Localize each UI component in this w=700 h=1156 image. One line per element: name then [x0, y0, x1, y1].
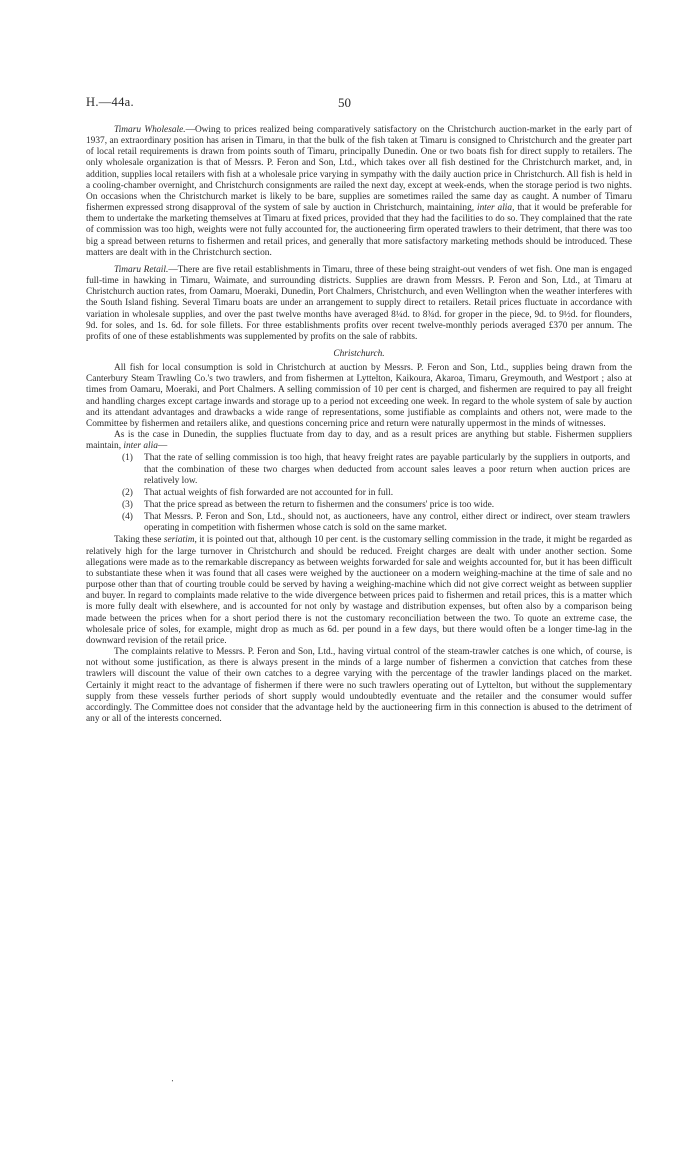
- paragraph-christchurch-1: All fish for local consumption is sold in Christchurch at auction by Messrs. P. Feron and Son, Ltd., supplies being drawn from the Canterbury Steam Trawling Co.'s two trawlers, and from fishermen at Lyttelton, Kaikoura, Akaroa, Timaru, Greymouth, and Westport ; also at times from Oamaru, Moeraki, and Port Chalmers. A selling commission of 10 per cent is charged, and fishermen are required to pay all freight and handling charges except cartage inwards and storage up to a period not exceeding one week. In regard to the whole system of sale by auction and its attendant advantages and drawbacks a wide range of representations, some justifiable as complaints and others not, were made to the Committee by fishermen and retailers alike, and questions concerning price and return were naturally uppermost in the minds of witnesses.: [86, 363, 632, 429]
- section-heading-christchurch: Christchurch.: [333, 348, 385, 359]
- list-item: [86, 488, 632, 499]
- run-in-heading-timaru-wholesale: Timaru Wholesale.: [114, 125, 186, 135]
- timaru-wholesale-text-1: —Owing to prices realized being comparatively satisfactory on the Christchurch auction-market in the early part of 1937, an extraordinary position has arisen in Timaru, in that the bulk of the fish taken at Timaru is consigned to Christchurch and the greater part of local retail requirements is drawn from points south of Timaru, principally Dunedin. One or two boats fish for direct supply to retailers. The only wholesale organization is that of Messrs. P. Feron and Son, Ltd., which takes over all fish destined for the Christchurch market, and, in addition, supplies local retailers with fish at a wholesale price varying in sympathy with the daily auction price in Christchurch. All fish is held in a cooling-chamber overnight, and Christchurch consignments are railed the next day, except at week-ends, when the storage period is two nights. On occasions when the Christchurch market is likely to be bare, supplies are sometimes railed the same day as caught. A number of Timaru fishermen expressed strong disapproval of the system of sale by auction in Christchurch, maintaining,: [86, 125, 632, 214]
- document-body: [86, 125, 632, 725]
- paragraph-timaru-retail: [86, 265, 632, 343]
- paragraph-christchurch-3: [86, 535, 632, 647]
- christchurch-para-3-text-a: Taking these: [114, 535, 164, 546]
- page-number: 50: [338, 95, 351, 110]
- list-item: [86, 512, 632, 534]
- christchurch-para-3-seriatim: seriatim: [163, 535, 195, 546]
- run-in-heading-timaru-retail: Timaru Retail.: [114, 264, 169, 275]
- paragraph-christchurch-4: The complaints relative to Messrs. P. Feron and Son, Ltd., having virtual control of the steam-trawler catches is one which, of course, is not without some justification, as there is always present in the minds of a large number of fishermen a conviction that catches from these trawlers will discount the value of their own catches to a degree varying with the percentage of the trawler landings placed on the market. Certainly it might react to the advantage of fishermen if there were no such trawlers operating out of Lyttelton, but without the supplementary supply from these vessels further periods of short supply would undoubtedly eventuate and the retailer and the consumer would suffer accordingly. The Committee does not consider that the advantage held by the auctioneering firm in this connection is abused to the detriment of any or all of the interests concerned.: [86, 647, 632, 724]
- timaru-wholesale-text-2: , that it would be preferable for them to undertake the marketing themselves at Timaru at fixed prices, provided that they had the facilities to do so. They complained that the rate of commission was too high, weights were not fully accounted for, the auctioneering firm operated trawlers to their detriment, that there was too big a spread between returns to fishermen and retail prices, and generally that more satisfactory marketing methods should be introduced. These matters are dealt with in the Christchurch section.: [86, 203, 632, 258]
- fishermen-claims-list: [86, 453, 632, 534]
- list-item-number: (4): [122, 512, 133, 523]
- list-item: [86, 453, 632, 486]
- christchurch-para-3-text-b: , it is pointed out that, although 10 per cent. is the customary selling commission in the trade, it might be regarded as relatively high for the large turnover in Christchurch and should be reduced. Freight charges are dealt with under another section. Some allegations were made as to the remarkable discrepancy as between weights forwarded for sale and weights accounted for, but it has been difficult to substantiate these when it was found that all cases were weighed by the auctioneer on a modern weighing-machine at the time of sale and no purpose other than that of courting trouble could be served by having a weighing-machine which did not give correct weight as between supplier and buyer. In regard to complaints made relative to the wide divergence between prices paid to fishermen and retail prices, this is a matter which is more fully dealt with elsewhere, and is accounted for not only by wastage and distribution expenses, but often also by a comparison being made between the prices when for a short period there is not the customary reconciliation between the two. To quote an extreme case, the wholesale price of soles, for example, might drop as much as 6d. per pound in a few days, but there would often be a longer time-lag in the downward revision of the retail price.: [86, 535, 632, 646]
- document-page: [86, 95, 632, 725]
- list-item: [86, 500, 632, 511]
- paragraph-timaru-wholesale: [86, 125, 632, 259]
- list-item-text: That Messrs. P. Feron and Son, Ltd., should not, as auctioneers, have any control, either direct or indirect, over steam trawlers operating in competition with fishermen whose catch is sold on the same market.: [144, 512, 630, 534]
- list-item-number: (1): [122, 453, 133, 464]
- christchurch-para-2-text-b: —: [157, 441, 168, 452]
- christchurch-para-2-inter-alia: inter alia: [123, 441, 158, 452]
- document-reference: H.—44a.: [86, 95, 134, 109]
- stray-ink-mark: ‧: [171, 1076, 174, 1086]
- paragraph-christchurch-2: [86, 430, 632, 452]
- page-header: [86, 95, 632, 113]
- list-item-number: (3): [122, 500, 133, 510]
- list-item-number: (2): [122, 487, 133, 498]
- christchurch-para-2-text-a: As is the case in Dunedin, the supplies fluctuate from day to day, and as a result prices are anything but stable. Fishermen suppliers maintain,: [86, 430, 632, 452]
- list-item-text: That the rate of selling commission is too high, that heavy freight rates are payable particularly by the suppliers in outports, and that the combination of these two charges when deducted from account sales leaves a poor return when auction prices are relatively low.: [144, 453, 630, 486]
- timaru-retail-text: —There are five retail establishments in Timaru, three of these being straight-out venders of wet fish. One man is engaged full-time in hawking in Timaru, Waimate, and surrounding districts. Supplies are drawn from Messrs. P. Feron and Son, Ltd., at Timaru at Christchurch auction rates, from Oamaru, Moeraki, Dunedin, Port Chalmers, Christchurch, and even Wellington when the weather interferes with the South Island fishing. Several Timaru boats are under an arrangement to supply direct to retailers. Retail prices fluctuate in accordance with variation in wholesale supplies, and over the past twelve months have averaged 8¼d. to 8¾d. for groper in the piece, 9d. to 9½d. for flounders, 9d. for soles, and 1s. 6d. for sole fillets. For three establishments profits over recent twelve-monthly periods averaged £370 per annum. The profits of one of these establishments was supplemented by profits on the sale of rabbits.: [86, 264, 632, 342]
- list-item-text: That actual weights of fish forwarded are not accounted for in full.: [144, 487, 394, 498]
- list-item-text: That the price spread as between the return to fishermen and the consumers' price is too wide.: [144, 500, 495, 510]
- timaru-wholesale-inter-alia: inter alia: [476, 203, 513, 214]
